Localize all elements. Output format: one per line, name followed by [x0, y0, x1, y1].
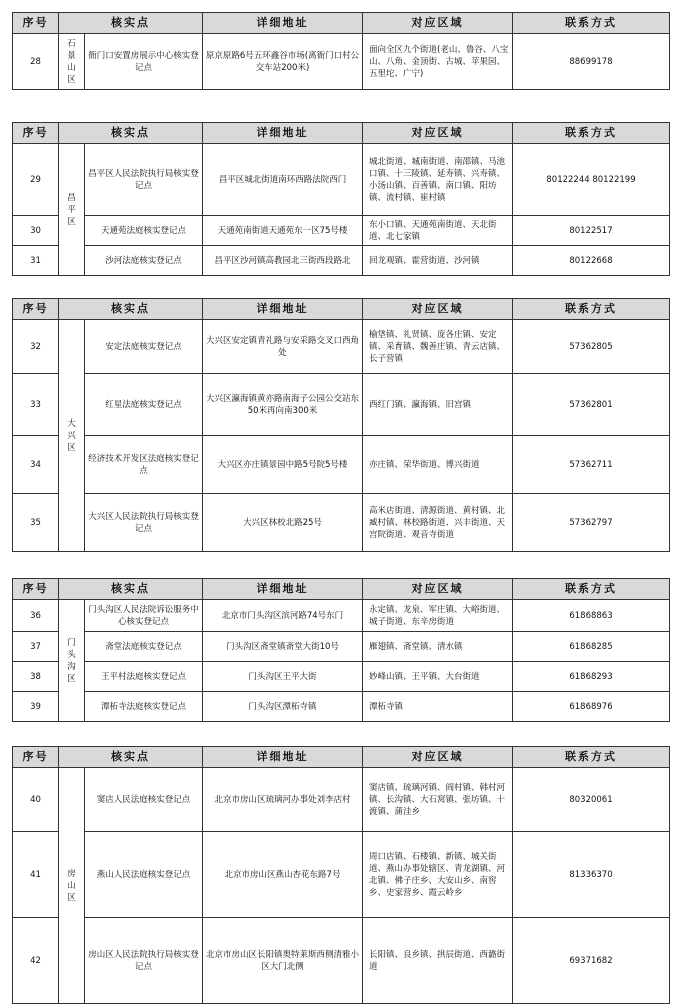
address: 大兴区亦庄镇景园中路5号院5号楼 — [203, 436, 363, 494]
header-point: 核实点 — [59, 123, 203, 144]
row-number: 35 — [13, 494, 59, 552]
service-area: 西红门镇、瀛海镇、旧宫镇 — [363, 374, 513, 436]
table-row — [13, 320, 670, 374]
row-number: 31 — [13, 246, 59, 276]
phone-number: 57362797 — [513, 494, 670, 552]
table-row — [13, 832, 670, 918]
header-phone: 联系方式 — [513, 747, 670, 768]
row-number: 42 — [13, 918, 59, 1004]
verification-point: 燕山人民法庭核实登记点 — [85, 832, 203, 918]
phone-number: 88699178 — [513, 34, 670, 90]
header-no: 序号 — [13, 747, 59, 768]
service-area: 窦店镇、琉璃河镇、阎村镇、韩村河镇、长沟镇、大石窝镇、张坊镇、十渡镇、蒲洼乡 — [363, 768, 513, 832]
header-address: 详细地址 — [203, 747, 363, 768]
service-area: 城北街道、城南街道、南邵镇、马池口镇、十三陵镇、延寿镇、兴寿镇、小汤山镇、百善镇、南口镇、阳坊镇、流村镇、崔村镇 — [363, 144, 513, 216]
table-row — [13, 34, 670, 90]
service-area: 榆垡镇、礼贤镇、庞各庄镇、安定镇、采育镇、魏善庄镇、青云店镇、长子营镇 — [363, 320, 513, 374]
address: 门头沟区潭柘寺镇 — [203, 692, 363, 722]
address: 昌平区城北街道南环西路法院西门 — [203, 144, 363, 216]
verification-point: 沙河法庭核实登记点 — [85, 246, 203, 276]
header-phone: 联系方式 — [513, 123, 670, 144]
address: 门头沟区王平大街 — [203, 662, 363, 692]
service-area: 高米店街道、清源街道、黄村镇、北臧村镇、林校路街道、兴丰街道、天宫院街道、观音寺街道 — [363, 494, 513, 552]
header-no: 序号 — [13, 579, 59, 600]
header-phone: 联系方式 — [513, 299, 670, 320]
verification-point: 房山区人民法院执行局核实登记点 — [85, 918, 203, 1004]
address: 天通苑南街道天通苑东一区75号楼 — [203, 216, 363, 246]
verification-point: 门头沟区人民法院诉讼服务中心核实登记点 — [85, 600, 203, 632]
row-number: 34 — [13, 436, 59, 494]
header-row — [13, 747, 670, 768]
section-table — [12, 12, 670, 90]
address: 大兴区安定镇青礼路与安采路交叉口西角处 — [203, 320, 363, 374]
row-number: 33 — [13, 374, 59, 436]
table-row — [13, 494, 670, 552]
verification-point: 窦店人民法庭核实登记点 — [85, 768, 203, 832]
district-name: 石 景 山 区 — [59, 34, 85, 90]
header-row — [13, 123, 670, 144]
verification-point: 王平村法庭核实登记点 — [85, 662, 203, 692]
row-number: 36 — [13, 600, 59, 632]
verification-point: 红星法庭核实登记点 — [85, 374, 203, 436]
header-row — [13, 13, 670, 34]
service-area: 长阳镇、良乡镇、拱辰街道、西潞街道 — [363, 918, 513, 1004]
row-number: 39 — [13, 692, 59, 722]
table-row — [13, 216, 670, 246]
district-name: 昌 平 区 — [59, 144, 85, 276]
address: 北京市房山区燕山杏花东路7号 — [203, 832, 363, 918]
header-no: 序号 — [13, 299, 59, 320]
service-area: 亦庄镇、荣华街道、博兴街道 — [363, 436, 513, 494]
district-name: 大 兴 区 — [59, 320, 85, 552]
address: 大兴区林校北路25号 — [203, 494, 363, 552]
table-row — [13, 692, 670, 722]
header-phone: 联系方式 — [513, 579, 670, 600]
section-table — [12, 122, 670, 276]
verification-point: 经济技术开发区法庭核实登记点 — [85, 436, 203, 494]
header-area: 对应区域 — [363, 299, 513, 320]
service-area: 周口店镇、石楼镇、新镇、城关街道、燕山办事处辖区、青龙湖镇、河北镇、佛子庄乡、大安山乡、南窖乡、史家营乡、霞云岭乡 — [363, 832, 513, 918]
verification-point: 安定法庭核实登记点 — [85, 320, 203, 374]
verification-point: 天通苑法庭核实登记点 — [85, 216, 203, 246]
table-row — [13, 144, 670, 216]
service-area: 东小口镇、天通苑南街道、天北街道、北七家镇 — [363, 216, 513, 246]
header-area: 对应区域 — [363, 123, 513, 144]
section-table — [12, 298, 670, 552]
row-number: 28 — [13, 34, 59, 90]
header-point: 核实点 — [59, 579, 203, 600]
table-row — [13, 600, 670, 632]
row-number: 38 — [13, 662, 59, 692]
verification-point: 大兴区人民法院执行局核实登记点 — [85, 494, 203, 552]
phone-number: 80122244 80122199 — [513, 144, 670, 216]
header-address: 详细地址 — [203, 13, 363, 34]
phone-number: 57362801 — [513, 374, 670, 436]
phone-number: 61868863 — [513, 600, 670, 632]
row-number: 37 — [13, 632, 59, 662]
header-row — [13, 299, 670, 320]
row-number: 41 — [13, 832, 59, 918]
verification-point: 昌平区人民法院执行局核实登记点 — [85, 144, 203, 216]
address: 北京市房山区长阳镇奥特莱斯西侧清雅小区大门北侧 — [203, 918, 363, 1004]
header-row — [13, 579, 670, 600]
phone-number: 61868293 — [513, 662, 670, 692]
verification-point: 衙门口安置房展示中心核实登记点 — [85, 34, 203, 90]
address: 昌平区沙河镇高教园北三街西段路北 — [203, 246, 363, 276]
phone-number: 61868285 — [513, 632, 670, 662]
header-point: 核实点 — [59, 299, 203, 320]
service-area: 潭柘寺镇 — [363, 692, 513, 722]
service-area: 永定镇、龙泉、军庄镇、大峪街道、城子街道、东辛房街道 — [363, 600, 513, 632]
table-row — [13, 662, 670, 692]
phone-number: 80320061 — [513, 768, 670, 832]
address: 北京市门头沟区滨河路74号东门 — [203, 600, 363, 632]
table-row — [13, 374, 670, 436]
address: 原京原路6号五环鑫谷市场(离衙门口村公交车站200米) — [203, 34, 363, 90]
header-address: 详细地址 — [203, 123, 363, 144]
table-row — [13, 918, 670, 1004]
service-area: 雁翅镇、斋堂镇、清水镇 — [363, 632, 513, 662]
row-number: 32 — [13, 320, 59, 374]
header-no: 序号 — [13, 13, 59, 34]
table-row — [13, 768, 670, 832]
header-point: 核实点 — [59, 13, 203, 34]
header-area: 对应区域 — [363, 747, 513, 768]
section-table — [12, 746, 670, 1004]
address: 北京市房山区琉璃河办事处刘李店村 — [203, 768, 363, 832]
phone-number: 81336370 — [513, 832, 670, 918]
header-phone: 联系方式 — [513, 13, 670, 34]
phone-number: 61868976 — [513, 692, 670, 722]
row-number: 29 — [13, 144, 59, 216]
phone-number: 57362711 — [513, 436, 670, 494]
section-table — [12, 578, 670, 722]
table-row — [13, 246, 670, 276]
header-address: 详细地址 — [203, 579, 363, 600]
phone-number: 80122517 — [513, 216, 670, 246]
district-name: 门 头 沟 区 — [59, 600, 85, 722]
verification-point: 斋堂法庭核实登记点 — [85, 632, 203, 662]
district-name: 房 山 区 — [59, 768, 85, 1004]
service-area: 回龙观镇、霍营街道、沙河镇 — [363, 246, 513, 276]
phone-number: 80122668 — [513, 246, 670, 276]
address: 门头沟区斋堂镇斋堂大街10号 — [203, 632, 363, 662]
row-number: 40 — [13, 768, 59, 832]
phone-number: 69371682 — [513, 918, 670, 1004]
table-row — [13, 632, 670, 662]
address: 大兴区瀛海镇黄亦路南海子公园公交站东50米再向南300米 — [203, 374, 363, 436]
header-area: 对应区域 — [363, 579, 513, 600]
header-no: 序号 — [13, 123, 59, 144]
header-area: 对应区域 — [363, 13, 513, 34]
table-row — [13, 436, 670, 494]
service-area: 面向全区九个街道(老山、鲁谷、八宝山、八角、金顶街、古城、苹果园、五里坨、广宁) — [363, 34, 513, 90]
service-area: 妙峰山镇、王平镇、大台街道 — [363, 662, 513, 692]
header-point: 核实点 — [59, 747, 203, 768]
verification-point: 潭柘寺法庭核实登记点 — [85, 692, 203, 722]
phone-number: 57362805 — [513, 320, 670, 374]
header-address: 详细地址 — [203, 299, 363, 320]
row-number: 30 — [13, 216, 59, 246]
